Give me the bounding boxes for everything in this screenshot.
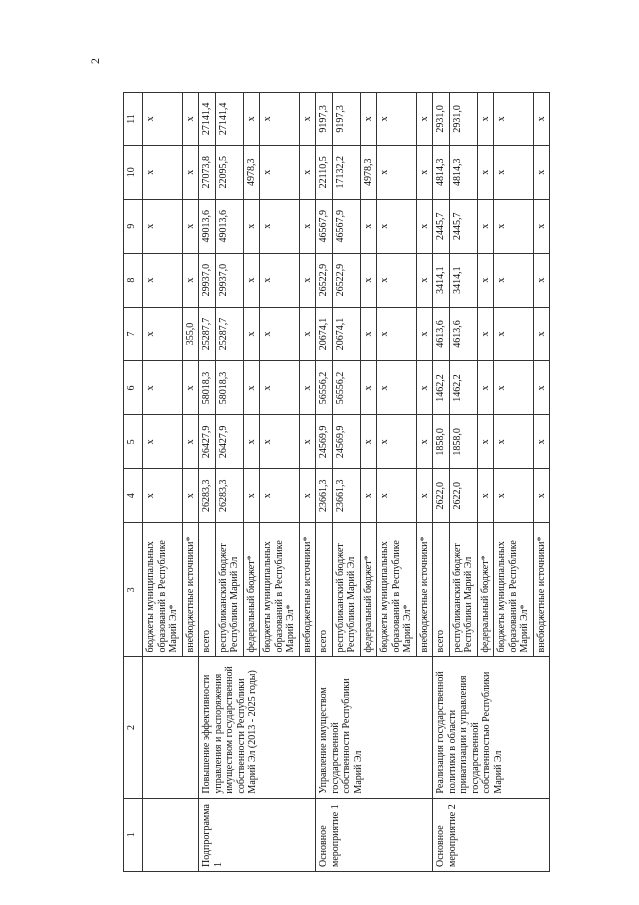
table-cell: 1858,0 <box>449 415 477 469</box>
table-cell: х <box>494 361 534 415</box>
column-header-row <box>124 93 143 872</box>
table-cell: х <box>260 253 300 307</box>
table-cell: х <box>377 307 417 361</box>
table-cell: 26283,3 <box>199 469 216 523</box>
table-cell: х <box>299 361 316 415</box>
funding-source: бюджеты муниципальных образований в Республике Марий Эл* <box>377 523 417 657</box>
table-cell: х <box>260 93 300 146</box>
table-cell: х <box>377 469 417 523</box>
table-cell: х <box>299 469 316 523</box>
table-cell: 25287,7 <box>215 307 243 361</box>
table-cell: х <box>299 253 316 307</box>
funding-source: бюджеты муниципальных образований в Республике Марий Эл* <box>143 523 183 657</box>
funding-source: внебюджетные источники* <box>182 523 199 657</box>
funding-source: всего <box>433 523 450 657</box>
table-cell: 49013,6 <box>199 199 216 253</box>
table-cell: 27141,4 <box>215 93 243 146</box>
table-cell: 4814,3 <box>449 145 477 199</box>
table-cell: 9197,3 <box>316 93 333 146</box>
table-cell: х <box>299 307 316 361</box>
table-cell: х <box>377 145 417 199</box>
funding-source: внебюджетные источники* <box>533 523 550 657</box>
row-name-empty <box>143 657 199 798</box>
table-cell: х <box>143 145 183 199</box>
table-cell: 1462,2 <box>449 361 477 415</box>
column-header: 9 <box>124 199 143 253</box>
table-cell: 17132,2 <box>332 145 360 199</box>
funding-source: всего <box>199 523 216 657</box>
table-cell: х <box>182 361 199 415</box>
program-name: Управление имуществом государственной собственности Республики Марий Эл <box>316 657 433 798</box>
column-header: 11 <box>124 93 143 146</box>
funding-source: федеральный бюджет* <box>243 523 260 657</box>
program-label: Основное мероприятие 2 <box>433 798 550 871</box>
table-cell: 26522,9 <box>332 253 360 307</box>
column-header: 6 <box>124 361 143 415</box>
table-cell: х <box>299 145 316 199</box>
table-cell: 23661,3 <box>316 469 333 523</box>
table-cell: х <box>494 307 534 361</box>
table-cell: 20674,1 <box>332 307 360 361</box>
page-number: 2 <box>88 58 102 64</box>
column-header: 1 <box>124 798 143 871</box>
table-cell: х <box>360 93 377 146</box>
table-row <box>433 93 450 872</box>
table-cell: х <box>494 253 534 307</box>
table-cell: х <box>143 415 183 469</box>
table-cell: х <box>143 361 183 415</box>
table-cell: х <box>377 253 417 307</box>
table-cell: х <box>260 199 300 253</box>
funding-source: республиканский бюджет Республики Марий Эл <box>215 523 243 657</box>
funding-source: федеральный бюджет* <box>477 523 494 657</box>
table-cell: х <box>360 415 377 469</box>
table-cell: х <box>416 199 433 253</box>
table-cell: х <box>260 469 300 523</box>
table-cell: х <box>416 307 433 361</box>
table-cell: х <box>377 93 417 146</box>
table-cell: х <box>533 253 550 307</box>
table-cell: х <box>360 253 377 307</box>
table-cell: 3414,1 <box>433 253 450 307</box>
table-cell: х <box>260 361 300 415</box>
table-cell: х <box>182 415 199 469</box>
table-cell: х <box>494 199 534 253</box>
table-cell: х <box>477 307 494 361</box>
table-cell: 56556,2 <box>332 361 360 415</box>
table-body <box>143 93 550 872</box>
table-cell: х <box>494 93 534 146</box>
table-cell: 2931,0 <box>433 93 450 146</box>
column-header: 8 <box>124 253 143 307</box>
table-cell: х <box>182 93 199 146</box>
table-cell: х <box>533 415 550 469</box>
table-cell: х <box>494 415 534 469</box>
table-cell: 49013,6 <box>215 199 243 253</box>
column-header: 10 <box>124 145 143 199</box>
table-cell: х <box>243 469 260 523</box>
table-cell: х <box>494 469 534 523</box>
program-name: Реализация государственной политики в области приватизации и управления государственной собственностью Республики Марий Эл <box>433 657 550 798</box>
table-cell: х <box>533 469 550 523</box>
table-cell: 56556,2 <box>316 361 333 415</box>
table-cell: 22095,5 <box>215 145 243 199</box>
table-cell: х <box>143 93 183 146</box>
table-cell: х <box>533 145 550 199</box>
table-cell: 24569,9 <box>332 415 360 469</box>
table-cell: х <box>182 199 199 253</box>
table-cell: х <box>477 93 494 146</box>
column-header: 4 <box>124 469 143 523</box>
table-cell: 22110,5 <box>316 145 333 199</box>
table-cell: х <box>477 199 494 253</box>
table-row <box>143 93 183 872</box>
table-cell: х <box>360 199 377 253</box>
table-row <box>316 93 333 872</box>
table-cell: х <box>416 145 433 199</box>
table-cell: х <box>360 469 377 523</box>
table-cell: х <box>299 199 316 253</box>
program-name: Повышение эффективности управления и распоряжения имуществом государственной собственности Республики Марий Эл (2013 - 2025 годы) <box>199 657 316 798</box>
table-cell: 2931,0 <box>449 93 477 146</box>
table-cell: 20674,1 <box>316 307 333 361</box>
table-cell: х <box>243 307 260 361</box>
table-cell: 9197,3 <box>332 93 360 146</box>
table-cell: х <box>477 415 494 469</box>
table-cell: 24569,9 <box>316 415 333 469</box>
table-cell: х <box>377 361 417 415</box>
table-cell: 26427,9 <box>199 415 216 469</box>
table-cell: 58018,3 <box>199 361 216 415</box>
table-cell: х <box>243 253 260 307</box>
row-label-empty <box>143 798 199 871</box>
program-label: Основное мероприятие 1 <box>316 798 433 871</box>
table-row <box>199 93 216 872</box>
table-cell: х <box>182 253 199 307</box>
table-cell: х <box>360 307 377 361</box>
table-cell: х <box>299 415 316 469</box>
table-cell: 1462,2 <box>433 361 450 415</box>
table-cell: х <box>143 199 183 253</box>
table-cell: 2622,0 <box>433 469 450 523</box>
table-cell: х <box>494 145 534 199</box>
budget-table-rotated <box>123 92 598 872</box>
table-cell: х <box>416 469 433 523</box>
column-header: 7 <box>124 307 143 361</box>
funding-source: всего <box>316 523 333 657</box>
funding-source: внебюджетные источники* <box>416 523 433 657</box>
table-cell: х <box>143 469 183 523</box>
table-cell: х <box>477 469 494 523</box>
table-cell: х <box>377 415 417 469</box>
program-label: Подпрограмма 1 <box>199 798 316 871</box>
funding-source: федеральный бюджет* <box>360 523 377 657</box>
table-cell: 26283,3 <box>215 469 243 523</box>
table-cell: х <box>260 145 300 199</box>
table-cell: 46567,9 <box>332 199 360 253</box>
table-cell: 46567,9 <box>316 199 333 253</box>
funding-source: бюджеты муниципальных образований в Республике Марий Эл* <box>260 523 300 657</box>
funding-source: республиканский бюджет Республики Марий Эл <box>332 523 360 657</box>
table-cell: 27141,4 <box>199 93 216 146</box>
table-cell: 58018,3 <box>215 361 243 415</box>
table-cell: 4613,6 <box>433 307 450 361</box>
table-cell: х <box>143 307 183 361</box>
table-cell: х <box>533 307 550 361</box>
table-cell: 4613,6 <box>449 307 477 361</box>
column-header: 3 <box>124 523 143 657</box>
table-cell: х <box>416 361 433 415</box>
table-cell: 4814,3 <box>433 145 450 199</box>
table-cell: х <box>377 199 417 253</box>
table-cell: х <box>243 199 260 253</box>
table-cell: х <box>477 145 494 199</box>
table-cell: 26522,9 <box>316 253 333 307</box>
table-cell: х <box>533 361 550 415</box>
table-cell: х <box>299 93 316 146</box>
funding-source: бюджеты муниципальных образований в Республике Марий Эл* <box>494 523 534 657</box>
table-cell: 26427,9 <box>215 415 243 469</box>
table-cell: х <box>243 415 260 469</box>
budget-table <box>123 92 550 872</box>
table-cell: х <box>260 307 300 361</box>
table-cell: х <box>182 145 199 199</box>
table-cell: х <box>416 93 433 146</box>
table-cell: х <box>477 361 494 415</box>
table-cell: х <box>260 415 300 469</box>
table-cell: х <box>243 361 260 415</box>
funding-source: республиканский бюджет Республики Марий Эл <box>449 523 477 657</box>
table-cell: 1858,0 <box>433 415 450 469</box>
table-cell: 2622,0 <box>449 469 477 523</box>
table-cell: 2445,7 <box>449 199 477 253</box>
table-cell: х <box>243 93 260 146</box>
table-cell: х <box>360 361 377 415</box>
table-cell: 3414,1 <box>449 253 477 307</box>
table-cell: 29937,0 <box>215 253 243 307</box>
table-cell: х <box>533 93 550 146</box>
table-cell: х <box>143 253 183 307</box>
table-cell: х <box>182 469 199 523</box>
table-cell: 4978,3 <box>360 145 377 199</box>
table-cell: х <box>477 253 494 307</box>
table-cell: 25287,7 <box>199 307 216 361</box>
table-cell: х <box>533 199 550 253</box>
table-cell: 355,0 <box>182 307 199 361</box>
table-cell: х <box>416 415 433 469</box>
funding-source: внебюджетные источники* <box>299 523 316 657</box>
table-cell: 4978,3 <box>243 145 260 199</box>
column-header: 5 <box>124 415 143 469</box>
table-cell: 2445,7 <box>433 199 450 253</box>
table-cell: 27073,8 <box>199 145 216 199</box>
table-cell: 29937,0 <box>199 253 216 307</box>
table-cell: х <box>416 253 433 307</box>
table-cell: 23661,3 <box>332 469 360 523</box>
column-header: 2 <box>124 657 143 798</box>
